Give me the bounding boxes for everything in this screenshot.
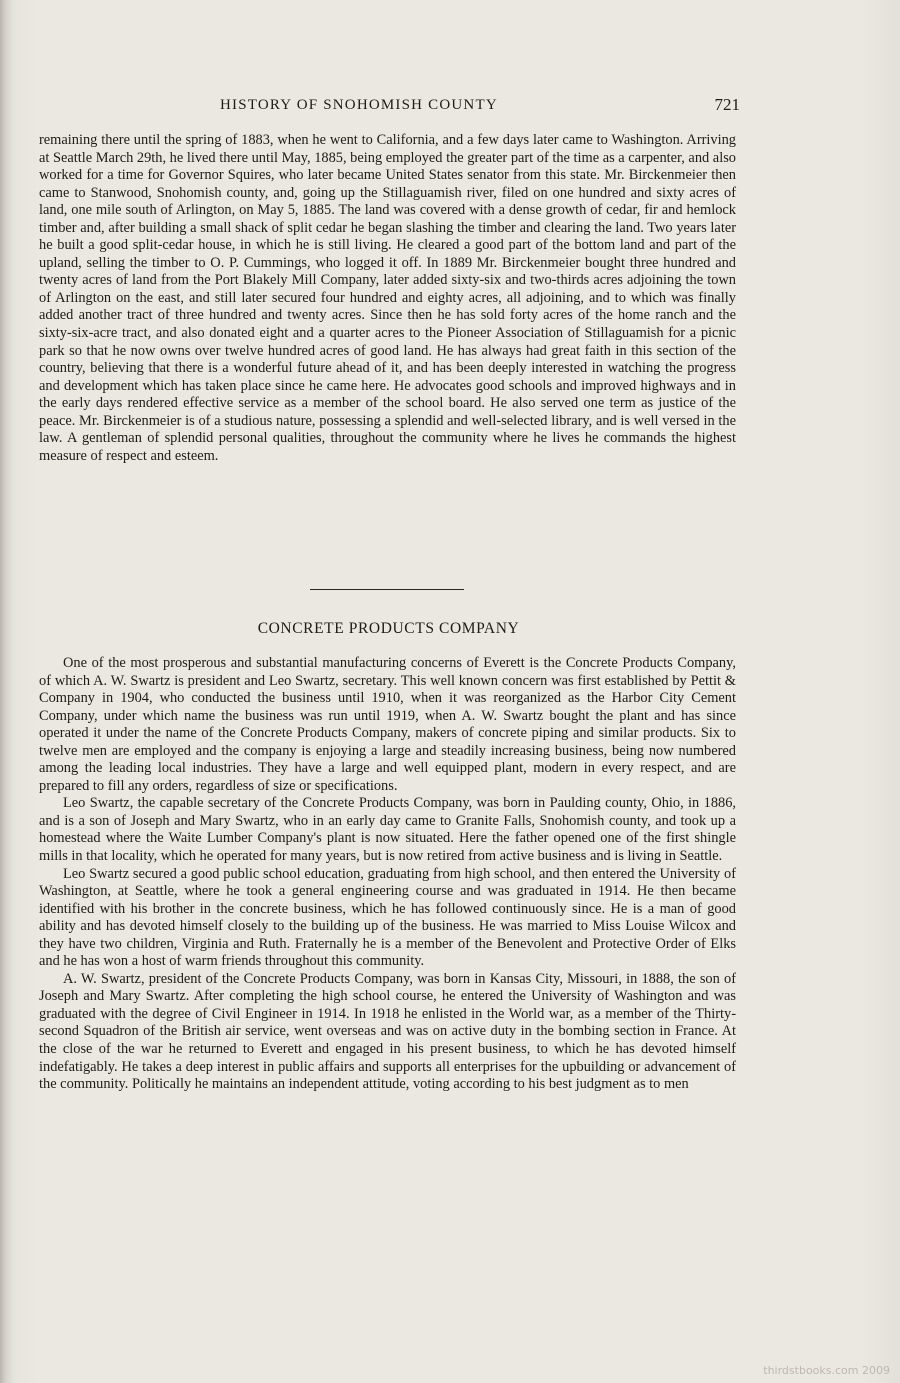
continued-paragraph: remaining there until the spring of 1883, when he went to California, and a few days later came to Washington. Arriving at Seattle March 29th, he lived there until May, 1885, being employed the greater part of the time as a carpenter, and also worked for a time for Governor Squires, who later became United States senator from this state. Mr. Birckenmeier then came to Stanwood, Snohomish county, and, going up the Stillaguamish river, filed on one hundred and sixty acres of land, one mile south of Arlington, on May 5, 1885. The land was covered with a dense growth of cedar, fir and hemlock timber and, after building a small shack of split cedar he began slashing the timber and clearing the land. Two years later he built a good split-cedar house, in which he is still living. He cleared a good part of the bottom land and part of the upland, selling the timber to O. P. Cummings, who logged it off. In 1889 Mr. Birckenmeier bought three hundred and twenty acres of land from the Port Blakely Mill Company, later added sixty-six and two-thirds acres adjoining the town of Arlington on the east, and still later secured four hundred and eighty acres, all adjoining, and to which was finally added another tract of three hundred and twenty acres. Since then he has sold forty acres of the home ranch and the sixty-six-acre tract, and also donated eight and a quarter acres to the Pioneer Association of Stillaguamish for a picnic park so that he now owns over twelve hundred acres of good land. He has always had great faith in this section of the country, believing that there is a wonderful future ahead of it, and has been deeply interested in watching the progress and development which has taken place since he came here. He advocates good schools and improved highways and in the early days rendered effective service as a member of the school board. He also served one term as justice of the peace. Mr. Birckenmeier is of a studious nature, possessing a splendid and well-selected library, and is well versed in the law. A gentleman of splendid personal qualities, throughout the community where he lives he commands the highest measure of respect and esteem. [39, 132, 736, 464]
section-divider [310, 589, 464, 590]
paragraph-aw-swartz-bio: A. W. Swartz, president of the Concrete Products Company, was born in Kansas City, Missouri, in 1888, the son of Joseph and Mary Swartz. After completing the high school course, he entered the University of Washington and was graduated with the degree of Civil Engineer in 1914. In 1918 he enlisted in the World war, as a member of the Thirty-second Squadron of the British air service, went overseas and was on active duty in the bombing section in France. At the close of the war he returned to Everett and engaged in his present business, to which he has devoted himself indefatigably. He takes a deep interest in public affairs and supports all enterprises for the upbuilding or advancement of the community. Politically he maintains an independent attitude, voting according to his best judgment as to men [39, 970, 736, 1093]
running-head: HISTORY OF SNOHOMISH COUNTY [220, 97, 498, 113]
watermark: thirdstbooks.com 2009 [763, 1364, 890, 1377]
section-heading: CONCRETE PRODUCTS COMPANY [257, 620, 520, 637]
page-header [40, 97, 740, 121]
paragraph-company-intro: One of the most prosperous and substantial manufacturing concerns of Everett is the Concrete Products Company, of which A. W. Swartz is president and Leo Swartz, secretary. This well known concern was first established by Pettit & Company in 1904, who conducted the business until 1910, when it was reorganized as the Harbor City Cement Company, under which name the business was run until 1919, when A. W. Swartz bought the plant and has since operated it under the name of the Concrete Products Company, makers of concrete piping and similar products. Six to twelve men are employed and the company is enjoying a large and steadily increasing business, being now numbered among the leading local industries. They have a large and well equipped plant, modern in every respect, and are prepared to fill any orders, regardless of size or specifications. [39, 655, 736, 794]
page-number: 721 [714, 95, 740, 114]
paragraph-leo-swartz-bio: Leo Swartz, the capable secretary of the Concrete Products Company, was born in Paulding county, Ohio, in 1886, and is a son of Joseph and Mary Swartz, who in an early day came to Granite Falls, Snohomish county, and took up a homestead where the Waite Lumber Company's plant is now situated. Here the father opened one of the first shingle mills in that locality, which he operated for many years, but is now retired from active business and is living in Seattle. [39, 795, 736, 865]
paragraph-leo-swartz-education: Leo Swartz secured a good public school education, graduating from high school, and then entered the University of Washington, at Seattle, where he took a general engineering course and was graduated in 1914. He then became identified with his brother in the concrete business, which he has followed continuously since. He is a man of good ability and has devoted himself closely to the building up of the business. He was married to Miss Louise Wilcox and they have two children, Virginia and Ruth. Fraternally he is a member of the Benevolent and Protective Order of Elks and he has won a host of warm friends throughout this community. [39, 865, 736, 970]
section-body [39, 655, 736, 1094]
continued-text-block [39, 132, 736, 465]
